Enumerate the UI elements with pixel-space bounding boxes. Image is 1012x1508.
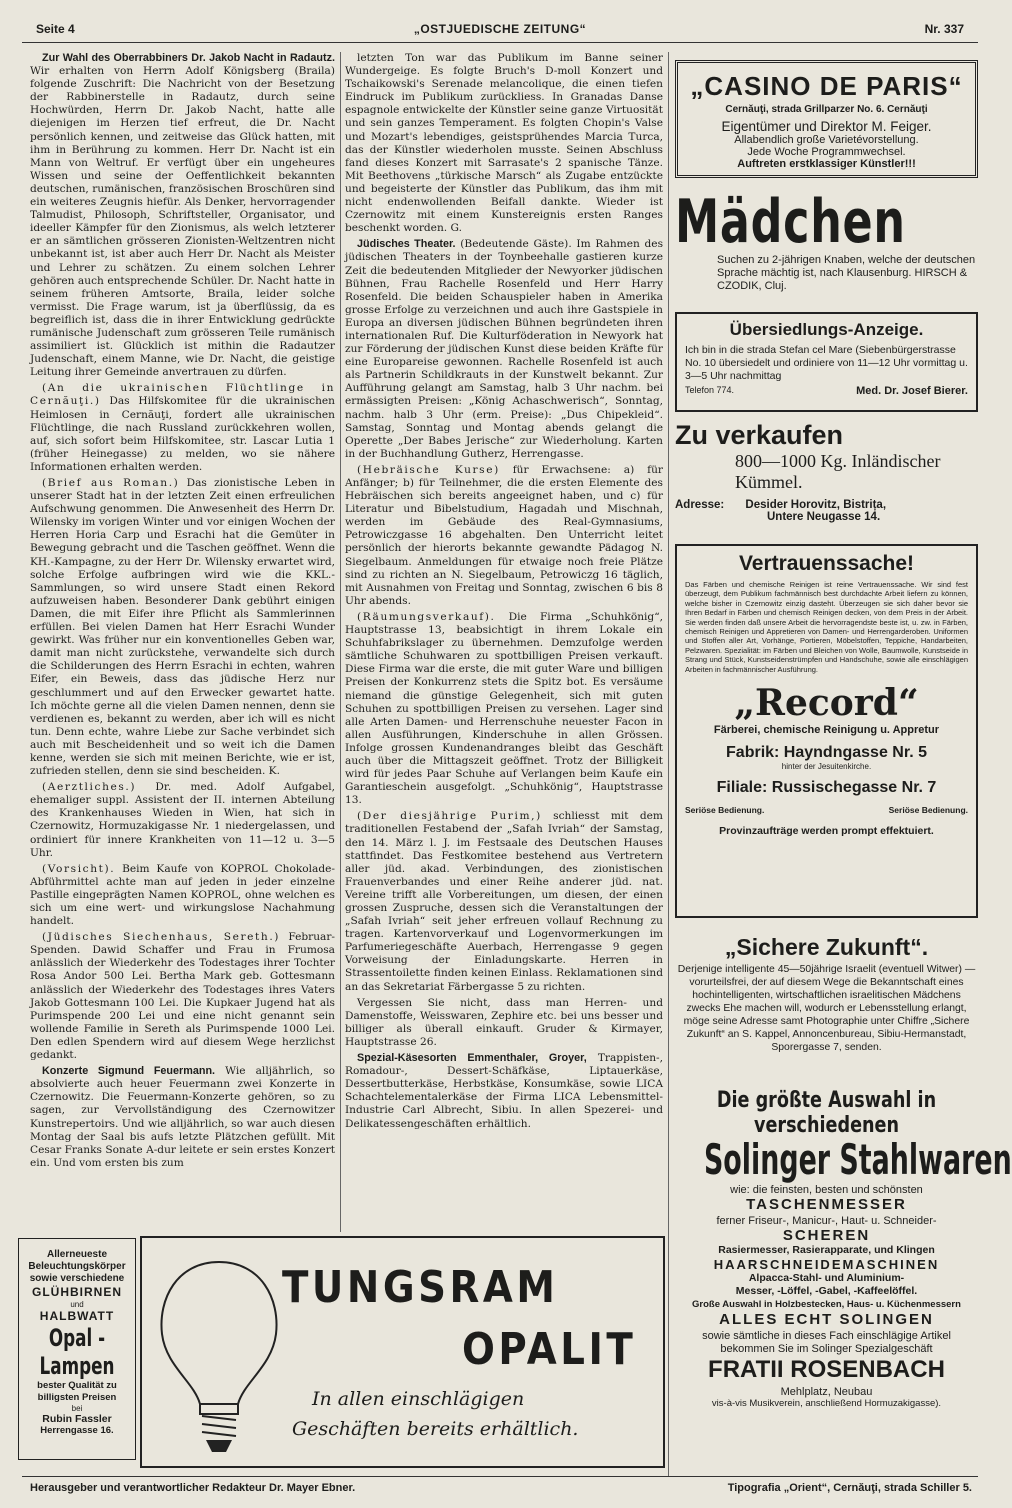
article-paragraph — [30, 52, 335, 379]
column-rule — [668, 52, 669, 1477]
ad-title: Mädchen — [675, 187, 906, 257]
ad-line: Messer, -Löffel, -Gabel, -Kaffeelöffel. — [735, 1285, 918, 1297]
article-paragraph — [30, 1065, 335, 1170]
light-bulb-icon — [152, 1254, 287, 1464]
article-column-1 — [30, 52, 335, 1230]
article-paragraph — [30, 781, 335, 860]
article-headline: (Jüdisches Siechenhaus, Sereth.) — [42, 931, 281, 944]
ad-title: Vertrauenssache! — [738, 552, 915, 575]
ad-title: Übersiedlungs-Anzeige. — [729, 320, 924, 339]
article-headline: (Aerztliches.) — [42, 781, 137, 794]
ad-line: FRATII ROSENBACH — [708, 1356, 945, 1383]
page-number: Seite 4 — [36, 22, 75, 36]
issue-number: Nr. 337 — [924, 22, 964, 36]
article-headline: Zur Wahl des Oberrabbiners Dr. Jakob Nacht in Radautz. — [42, 52, 335, 64]
ad-uebersiedlung — [675, 312, 978, 412]
ad-zu-verkaufen — [675, 420, 978, 532]
ad-address: Cernăuţi, strada Grillparzer No. 6. Cernăuţi — [725, 104, 928, 115]
ad-title: „Sichere Zukunft“. — [724, 934, 929, 960]
article-text: Das Hilfskomitee für die ukrainischen Heimlosen in Cernăuţi, fordert alle ukrainischen Flüchtlinge, die nach Russland zurückkehren wollen, auf, sich sofort beim Hilfskomitee, str. Lascar Lutia 1 (früher Heinegasse) zu melden, wo sie nähere Informationen erhalten werden. — [30, 395, 335, 473]
article-headline: (Räumungsverkauf). — [357, 610, 496, 623]
ad-line: GLÜHBIRNEN — [32, 1285, 122, 1299]
article-paragraph — [345, 997, 663, 1049]
ad-line: Beleuchtungskörper — [28, 1261, 126, 1272]
ad-casino-de-paris — [675, 60, 978, 178]
article-paragraph — [345, 810, 663, 993]
ad-line: Auftreten erstklassiger Künstler!!! — [737, 158, 916, 170]
brand-tungsram: TUNGSRAM — [282, 1262, 559, 1313]
article-text: Beim Kaufe von KOPROL Chokolade-Abführmittel achte man auf jeden in jeder einzelne Pastille eingeprägten Namen KOPROL, ohne welchen es sich um eine wert- und wirkungslose Nachahmung handelt. — [30, 862, 335, 928]
newspaper-title: „OSTJUEDISCHE ZEITUNG“ — [413, 22, 587, 36]
ad-line: vis-à-vis Musikverein, anschließend Hormuzakigasse). — [711, 1398, 942, 1409]
page-footer — [22, 1476, 978, 1503]
ad-line: bester Qualität zu — [37, 1380, 117, 1391]
article-text: Wie alljährlich, so absolvierte auch heuer Feuermann zwei Konzerte in Czernowitz. Die Feuermann-Konzerte gehören, so zu sagen, zur Vervollständigung des Czernowitzer Kunstrepertoirs. Und wie alljährlich, so war auch diesen Montag der Saal bis aufs letzte Plätzchen gefüllt. Mit Cesar Franks Sonate A-dur leitete er sein erstes Konzert ein. Und vom ersten bis zum — [30, 1065, 336, 1169]
ad-line: Jede Woche Programmwechsel. — [747, 146, 906, 158]
ad-tungsram-opalit — [140, 1236, 665, 1468]
ad-title-big: Solinger Stahlwaren — [703, 1135, 1012, 1184]
article-paragraph — [345, 238, 663, 461]
ad-line: Allerneueste — [46, 1249, 108, 1260]
ad-title: Opal - Lampen — [39, 1324, 115, 1380]
article-paragraph — [345, 611, 663, 807]
article-headline: (Hebräische Kurse) — [357, 463, 500, 476]
ad-line: HALBWATT — [39, 1309, 115, 1323]
ad-record-faerberei — [675, 544, 978, 918]
ad-text: Derjenige intelligente 45—50jährige Israelit (eventuell Witwer) — vorurteilsfrei, der auf diesem Wege die Bekanntschaft eines hochintelligenten, wirtschaftlichen israelitischen Mädchens zwecks Ehe machen will, wodurch er Lebensstellung erlangt, möge seine Adresse samt Photographie unter Chiffre „Sichere Zukunft“ an S. Kappel, Annoncenbureau, Sibiu-Hermanstadt, Sporergasse 7, senden. — [677, 964, 976, 1053]
article-text: Das zionistische Leben in unserer Stadt hat in der letzten Zeit einen erfreulichen Aufschwung genommen. Die Anwesenheit des Herrn Dr. Wilensky im vorigen Winter und vor einigen Wochen der Herren Horia Carp und Esrachi hat die Gemüter in Bewegung gebracht und die Taschen geöffnet. Wenn die KH.-Kampagne, zu der Herr Dr. Wilensky erwartet wird, solche Erfolge aufbringen wird wie die KKL.-Sammlungen, so wird unsere Stadt einen Rekord aufzuweisen haben. Besonderer Dank gebührt einigen Damen, die mit Eifer ihre Pflicht als Sammlerinnen erfüllen. Bei vielen Damen hat Herr Esrachi Wunder gewirkt. Was früher nur ein konventionelles Geben war, damit man nicht zurückstehe, verwandelte sich durch die Schilderungen des Herrn Esrachi in echten, wahren Eifer, ein Beweis, dass das jüdische Herz nur geschlummert und auf den Erwecker gewartet hatte. Ich möchte gerne all die vielen Damen nennen, denn sie verdienen es, bekannt zu werden, aber ich will es nicht tun. Denn echte, wahre Liebe zur Sache verbindet sich auch mit Bescheidenheit und so weit ich die Damen kenne, werden sie sich mit meinen Berichte, wie er ist, zufrieden stellen, denn sie sind bescheiden. K. — [30, 477, 335, 778]
article-paragraph — [345, 1052, 663, 1131]
article-text: Vergessen Sie nicht, dass man Herren- und Damenstoffe, Weisswaren, Zephire etc. bei uns besser und billiger als überall einkauft. Gruder & Kirmayer, Hauptstrasse 26. — [345, 996, 663, 1048]
ad-service-line — [685, 805, 968, 815]
ad-address — [675, 499, 978, 511]
ad-brand: „Record“ — [734, 682, 919, 725]
ad-service: Seriöse Bedienung. — [685, 805, 765, 816]
slogan-line: Geschäften bereits erhältlich. — [292, 1418, 579, 1440]
article-text: schliesst mit dem traditionellen Festabend der „Safah Ivriah“ der Samstag, den 14. März l. J. im Festsaale des Deutschen Hauses stattfindet. Das Festkomitee bestehend aus Vertretern aller jüd. akad. Verbindungen, des zionistischen Frauenverbandes und einer Reihe anderer jüd. nat. Vereine trifft alle Vorbereitungen, um diesen, der einen grossen Zuspruche, dessen sich die Veranstaltungen der „Safah Ivriah“ seit jeher erfreuen vollauf Rechnung zu tragen. Kartenvorverkauf und Logenvormerkungen im Parfumeriegeschäfte Auerbach, Herrengasse 9 gegen Vorweisung der Einladungskarte. Herren in Strassentoilette finden keinen Einlass. Reklamationen sind an das Sekretariat Färbergasse 5 zu richten. — [345, 810, 663, 993]
ad-title: Die größte Auswahl in verschiedenen — [716, 1088, 937, 1138]
brand-opalit: OPALIT — [462, 1324, 637, 1375]
article-text: letzten Ton war das Publikum im Banne seiner Wundergeige. Es folgte Bruch's D-moll Konzert und Tschaikowski's Serenade melancolique, die einen tiefen Eindruck im Publikum zurückliess. In Granadas Danse espagnole entwickelte der Künstler seine ganze Virtuosität und sein ganzes Temperament. Es folgten Chopin's Valse und Mozart's lebendiges, geistsprühendes Marcia Turca, das der Künstler wiederholen musste. Seinen Abschluss fand dieses Konzert mit Sarrasate's 2 spanische Tänze. Mit Beethovens „türkische Marsch“ als Zugabe entzückte und begeisterte der Künstler das Publikum, das ihm mit nicht endenwollenden Beifall dankte. Wieder ist Czernowitz mit einem Kunstereignis ersten Ranges beschenkt worden. G. — [345, 52, 663, 235]
ad-line: Rasiermesser, Rasierapparate, und Klingen — [718, 1244, 935, 1256]
ad-line: Große Auswahl in Holzbestecken, Haus- u. Küchenmessern — [692, 1299, 961, 1310]
ad-address-line: Desider Horovitz, Bistrița, — [745, 499, 887, 511]
ad-owner: Eigentümer und Direktor M. Feiger. — [721, 119, 932, 134]
article-text: für Erwachsene: a) für Anfänger; b) für Teilnehmer, die die ersten Elemente des Hebräischen sich bereits angeeignet haben, und c) für Literatur und Bibelstudium, Hagadah und Mischnah, werden im Gebäude des Real-Gymnasiums, Petrowiczgasse 16 abgehalten. Den Unterricht leitet persönlich der hierorts bekannte gewandte Pädagog N. Siegelbaum. Anmeldungen für etwaige noch freie Plätze sind zu richten an N. Siegelbaum, Petrowiczg 16 täglich, mit Ausnahmen von Freitag und Sonntag, zwischen 6 bis 8 Uhr abends. — [345, 463, 663, 607]
article-text: (Bedeutende Gäste). Im Rahmen des jüdischen Theaters in der Toynbeehalle gastieren kurze Zeit die bedeutenden Mitglieder der Newyorker jüdischen Bühnen, Frau Rachelle Rosenfeld und Herr Harry Rosenfeld. Die beiden Schauspieler haben in Amerika grosse Erfolge zu verzeichnen und auch ihre Gastspiele in Europa an diversen jüdischen Bühnen begründeten ihren internationalen Ruf. Die Kulturföderation in Newyork hat zur Förderung der jüdischen Kunst diese beiden Kräfte für eine Europareise gewonnen. Rachelle Rosenfeld ist auch als Partnerin Schildkrauts in der Kunstwelt bekannt. Zur Aufführung gelangt am Samstag, halb 3 Uhr nachm. bei ermässigten Preisen: „König Achaschwerisch“, Sonntag, nachm. halb 3 Uhr (erm. Preise): „Dus Chipekleid“. Samstag, Sonntag und Montag abends gelangt die Operette „Der Babes Jerische“ zur Wiederholung. Karten in der Buchhandlung Gutherz, Herrengasse. — [345, 238, 664, 460]
article-text: Dr. med. Adolf Aufgabel, ehemaliger suppl. Assistent der II. internen Abteilung des Krankenhauses Wieden in Wien, hat sich in Czernowitz, Hormuzakigasse Nr. 1 niedergelassen, und ordiniert für innere Krankheiten von 11—12 u. 3—5 Uhr. — [30, 781, 335, 859]
ad-address-label: Adresse: — [675, 499, 725, 511]
article-paragraph — [30, 477, 335, 778]
article-headline: (Der diesjährige Purim,) — [357, 810, 542, 823]
ad-factory: Fabrik: Hayndngasse Nr. 5 — [726, 744, 927, 762]
ad-branch: Filiale: Russischegasse Nr. 7 — [716, 779, 937, 797]
ad-line: Mehlplatz, Neubau — [780, 1386, 873, 1398]
article-text: Trappisten-, Romadour-, Dessert-Schäfkäse, Liptauerkäse, Dessertbutterkäse, Herbstkäse, Konsumkäse, sowie LICA Schachtelementalerkäse der Firma LICA Lebensmittel-Industrie Carl Albrecht, Sibiu. In allen Spezerei- und Delikatessengeschäften erhältlich. — [345, 1052, 663, 1130]
publisher-line: Herausgeber und verantwortlicher Redakteur Dr. Mayer Ebner. — [30, 1482, 356, 1494]
ad-line: Allabendlich große Varietévorstellung. — [734, 134, 919, 146]
ad-solinger-stahlwaren — [675, 1088, 1012, 1438]
ad-line: wie: die feinsten, besten und schönsten — [730, 1184, 923, 1196]
article-paragraph — [345, 464, 663, 608]
printer-line: Tipografia „Orient“, Cernăuţi, strada Schiller 5. — [727, 1482, 972, 1494]
ad-phone: Telefon 774. — [685, 385, 735, 395]
ad-text: Suchen zu 2-jährigen Knaben, welche der deutschen Sprache mächtig ist, nach Klausenburg. HIRSCH & CZODIK, Cluj. — [717, 254, 976, 292]
article-paragraph — [30, 931, 335, 1062]
ad-text: Ich bin in die strada Stefan cel Mare (Siebenbürgerstrasse No. 10 übersiedelt und ordiniere von 11—12 Uhr vormittag u. 3—5 Uhr nachmittag — [685, 344, 968, 382]
ad-service: Seriöse Bedienung. — [888, 805, 968, 816]
article-paragraph — [30, 863, 335, 928]
ad-line: und — [70, 1300, 84, 1309]
masthead — [22, 18, 978, 43]
ad-line: bei — [71, 1404, 83, 1413]
ad-text: Kümmel. — [735, 472, 803, 492]
column-rule — [340, 52, 341, 1232]
ad-title: Zu verkaufen — [675, 420, 844, 450]
ad-line: sowie sämtliche in dieses Fach einschlägige Artikel bekommen Sie im Solinger Spezialgeschäft — [702, 1330, 951, 1355]
ad-line: ALLES ECHT SOLINGEN — [719, 1311, 934, 1328]
ad-province: Provinzaufträge werden prompt effektuiert. — [719, 825, 934, 838]
slogan-line: In allen einschlägigen — [312, 1388, 525, 1410]
article-headline: (An die ukrainischen Flüchtlinge in Cernăuţi.) — [30, 382, 335, 408]
ad-line: SCHEREN — [782, 1227, 871, 1244]
ad-factory-note: hinter der Jesuitenkirche. — [781, 762, 872, 772]
ad-title: „CASINO DE PARIS“ — [690, 71, 963, 101]
article-paragraph — [30, 382, 335, 474]
article-headline: (Brief aus Roman.) — [42, 477, 180, 489]
ad-doctor: Med. Dr. Josef Bierer. — [856, 385, 968, 397]
ad-line: HAARSCHNEIDEMASCHINEN — [713, 1257, 940, 1272]
ad-footer-line — [685, 385, 968, 395]
article-headline: (Vorsicht). — [42, 862, 116, 875]
article-headline: Konzerte Sigmund Feuermann. — [42, 1065, 216, 1078]
ad-line: Alpacca-Stahl- und Aluminium- — [748, 1272, 905, 1284]
ad-line: billigsten Preisen — [37, 1392, 117, 1403]
ad-maedchen — [675, 187, 978, 295]
article-column-2 — [345, 52, 663, 1230]
ad-text: Das Färben und chemische Reinigen ist reine Vertrauenssache. Wir sind fest überzeugt, dem Publikum fachmännisch best durchdachte Arbeit liefern zu können, welche bisher in Czernowitz einzig dasteht. Überzeugen sie sich daher bevor sie Ihren Bedarf in Färben und chemisch Reinigen decken, von dem Preis in der Arbeit. Sie werden finden daß unsere Arbeit die hervorragendste beste ist, u. zw. in Färben, chemisch Reinigen und Appretieren von Damen- und Herrengarderoben. Uniformen und Stoffen aller Art, Vorhänge, Portieren, Möbelstoffen, Teppiche, Handarbeiten, Pelzwaren. Spezialität: im Färben und Bleichen von Wolle, Baumwolle, Kunstseide in Strang und Stück, Kunstseidenstrümpfen und Handschuhe, sowie alle einschlägigen Arbeiten in fachmännischer Ausführung. — [685, 580, 968, 674]
ad-line: TASCHENMESSER — [746, 1196, 907, 1213]
article-text: Februar-Spenden. Dawid Schaffer und Frau in Frumosa anlässlich der Wiederkehr des Todestages ihrer Tochter Rosa Andor 500 Lei. Bertha Mark geb. Gottesmann anlässlich der Wiederkehr des Todestages ihres Vaters Jakob Gottesmann 100 Lei. Die Kupkaer Jugend hat als Purimspende 200 Lei und eine nicht genannt sein wollende Familie in Sereth als Purimspende 1000 Lei. Den edlen Spendern wird auf diesem Wege herzlichst gedankt. — [30, 931, 335, 1062]
ad-address-line-2: Untere Neugasse 14. — [767, 511, 881, 523]
ad-line: sowie verschiedene — [29, 1273, 125, 1284]
article-text: Die Firma „Schuhkönig“, Hauptstrasse 13, beabsichtigt in ihrem Lokale ein Schuhfabrikslager zu übernehmen. Demzufolge werden sämtliche Schuhwaren zu spottbilligen Preisen verkauft. Diese Firma war die erste, die mit guter Ware und billigen Preisen der Konkurrenz stets die Spitz bot. Es versäume niemand die günstige Gelegenheit, sich mit guten Schuhen zu spottbilligen Preisen zu versehen. Lager sind alle Arten Damen- und Herrenschuhe neuester Facon in allen Ausführungen, Kinderschuhe in allen Grössen. Infolge grossen Kundenandranges bleibt das Geschäft auch über die Mittagszeit geöffnet. Trotz der Billigkeit wird für jedes Paar Schuhe auf Verlangen beim Kaufe ein Garantieschein ausgefolgt. „Schuhkönig“, Hauptstrasse 13. — [345, 610, 663, 807]
ad-subtitle: Färberei, chemische Reinigung u. Appretur — [713, 724, 940, 737]
ad-opal-lampen — [18, 1238, 136, 1460]
ad-line: ferner Friseur-, Manicur-, Haut- u. Schneider- — [716, 1215, 937, 1227]
article-headline: Spezial-Käsesorten Emmenthaler, Groyer, — [357, 1052, 587, 1065]
article-text: Wir erhalten von Herrn Adolf Königsberg (Braila) folgende Zuschrift: Die Nachricht von der Besetzung der Rabbinerstelle in Radautz, durch seine Hochwürden, Herrn Dr. Jakob Nacht, hatte alle diejenigen im Herzen tief erfreut, die Dr. Nacht persönlich kennen, und zeitweise das Glück hatten, mit ihm in Berührung zu kommen. Herr Dr. Nacht ist ein Mann von Weltruf. Er verfügt über ein ungeheures Wissen und seine der Oeffentlichkeit bekannten deutschen, rumänischen, französischen Broschüren sind ein weiteres Zeugnis hiefür. Als Denker, hervorragender Talmudist, Philosoph, Schriftsteller, Organisator, und ideeller Kämpfer für den Zionismus, als welch letzterer er an sämtlichen grösseren Zionisten-Weltzentren nicht unbekannt ist, ist aber auch Herr Dr. Nacht als Meister und Lehrer zu schätzen. Zu einem solchen Lehrer gehören auch entsprechende Schüler. Dr. Nacht hatte in seinem früheren Amtsorte, Braila, leider solche vermisst. Die Frage warum, ist ja überflüssig, da es begreiflich ist, dass die in ihrer Entwicklung gedrückte rumänische Judenschaft zum grösseren Teile rumänisch assimiliert ist. Glücklich ist mithin die Radautzer Judenschaft, einem Manne, wie Dr. Nacht, die geistige Leitung ihrer Gemeinde anvertrauen zu dürfen. — [30, 65, 335, 379]
ad-text: 800—1000 Kg. Inländischer — [735, 451, 941, 471]
ad-sichere-zukunft — [675, 930, 978, 1085]
article-paragraph — [345, 52, 663, 235]
ad-line: Herrengasse 16. — [40, 1425, 114, 1436]
article-headline: Jüdisches Theater. — [357, 238, 456, 251]
ad-line: Rubin Fassler — [42, 1413, 112, 1425]
